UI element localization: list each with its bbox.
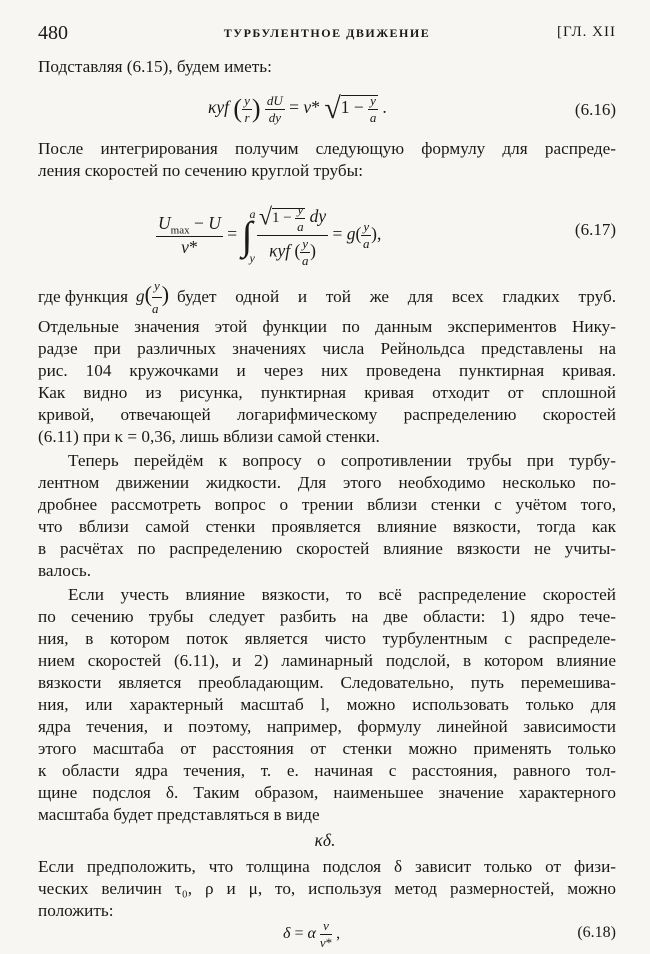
text-line: вязкости является преобладающим. Следовательно, путь перемешива-	[38, 673, 616, 692]
text-line: ния, или характерный масштаб l, можно использовать только для	[38, 695, 616, 714]
text-line: Теперь перейдём к вопросу о сопротивлении трубы при турбу-	[68, 451, 616, 470]
text-line: лентном движении жидкости. Для этого необходимо несколько по-	[38, 473, 616, 492]
text-line: ния, в котором поток является чисто турбулентным с распределе-	[38, 629, 616, 648]
text-line: радзе при различных значениях числа Рейнольдса представлены на	[38, 339, 616, 358]
text-line: щине подслоя δ. Таким образом, наименьшее значение характерного	[38, 783, 616, 802]
kappa-delta-expression: κδ.	[314, 830, 336, 850]
text-line: к области ядра течения, т. е. начиная с расстояния, равного тол-	[38, 761, 616, 780]
equation-6-17-body: $\frac{U_{max} - U}{v*}$ = ∫ a y √1 − $\frac{y}{a}$ dy κyf ( $\frac{y}{a}$ ) = g( $\frac{y}{a}$ ),	[158, 202, 382, 268]
text-line: ления скоростей по сечению круглой трубы:	[38, 161, 363, 180]
text-line: Если учесть влияние вязкости, то всё распределение скоростей	[68, 585, 616, 604]
g-function-line	[38, 277, 616, 316]
equation-6-18	[38, 918, 616, 952]
text-line: Отдельные значения этой функции по данным экспериментов Нику-	[38, 317, 616, 336]
chapter-label: [ГЛ. XII	[556, 24, 616, 40]
equation-6-18-body: δ = α $\frac{\nu}{v*}$ ,	[283, 918, 341, 950]
text-line: Если предположить, что толщина подслоя δ зависит только от физи-	[38, 857, 616, 876]
page-header	[38, 22, 616, 44]
equation-number: (6.16)	[574, 100, 616, 119]
text-line: дробнее рассмотреть вопрос о трении вблизи стенки с учётом того,	[38, 495, 616, 514]
text-line: что вблизи самой стенки проявляется влияние вязкости, тогда как	[38, 517, 616, 536]
equation-number: (6.17)	[574, 220, 616, 239]
text-line: масштаба будет представляться в виде	[38, 805, 320, 824]
equation-number: (6.18)	[577, 924, 616, 941]
text-line: (6.11) при κ = 0,36, лишь вблизи самой стенки.	[38, 427, 380, 446]
text-line: кривой, отвечающей логарифмическому распределению скоростей	[38, 405, 616, 424]
g-function-symbol: g( $\frac{y}{a}$ )	[136, 275, 169, 320]
page-number: 480	[38, 22, 68, 44]
intro-line: Подставляя (6.15), будем иметь:	[38, 57, 272, 76]
text-line: этого масштаба от расстояния от стенки можно применять только	[38, 739, 616, 758]
text-fragment: где функция	[38, 287, 129, 306]
text-line: положить:	[38, 901, 114, 920]
text-line: После интегрирования получим следующую формулу для распреде-	[38, 139, 616, 158]
text-line: валось.	[38, 561, 92, 580]
text-line: нием скоростей (6.11), и 2) ламинарный подслой, в котором влияние	[38, 651, 616, 670]
running-title: ТУРБУЛЕНТНОЕ ДВИЖЕНИЕ	[223, 26, 431, 40]
text-line: в расчётах по распределению скоростей влияние вязкости не учиты-	[38, 539, 616, 558]
text-line: ядра течения, и поэтому, например, формулу линейной зависимости	[38, 717, 616, 736]
text-line: по сечению трубы следует разбить на две области: 1) ядро тече-	[38, 607, 616, 626]
text-fragment: будет одной и той же для всех гладких труб.	[177, 287, 616, 306]
text-line: ческих величин τ₀, ρ и μ, то, используя метод размерностей, можно	[38, 879, 616, 898]
equation-6-16-body: κyf ( $\frac{y}{r}$ ) $\frac{dU}{dy}$ = v* √1 − $\frac{y}{a}$ .	[208, 92, 387, 125]
text-line: рис. 104 кружочками и через них проведена пунктирная кривая.	[38, 361, 616, 380]
text-line: Как видно из рисунка, пунктирная кривая отходит от сплошной	[38, 383, 616, 402]
equation-6-17	[38, 194, 616, 272]
equation-6-16	[38, 90, 616, 132]
